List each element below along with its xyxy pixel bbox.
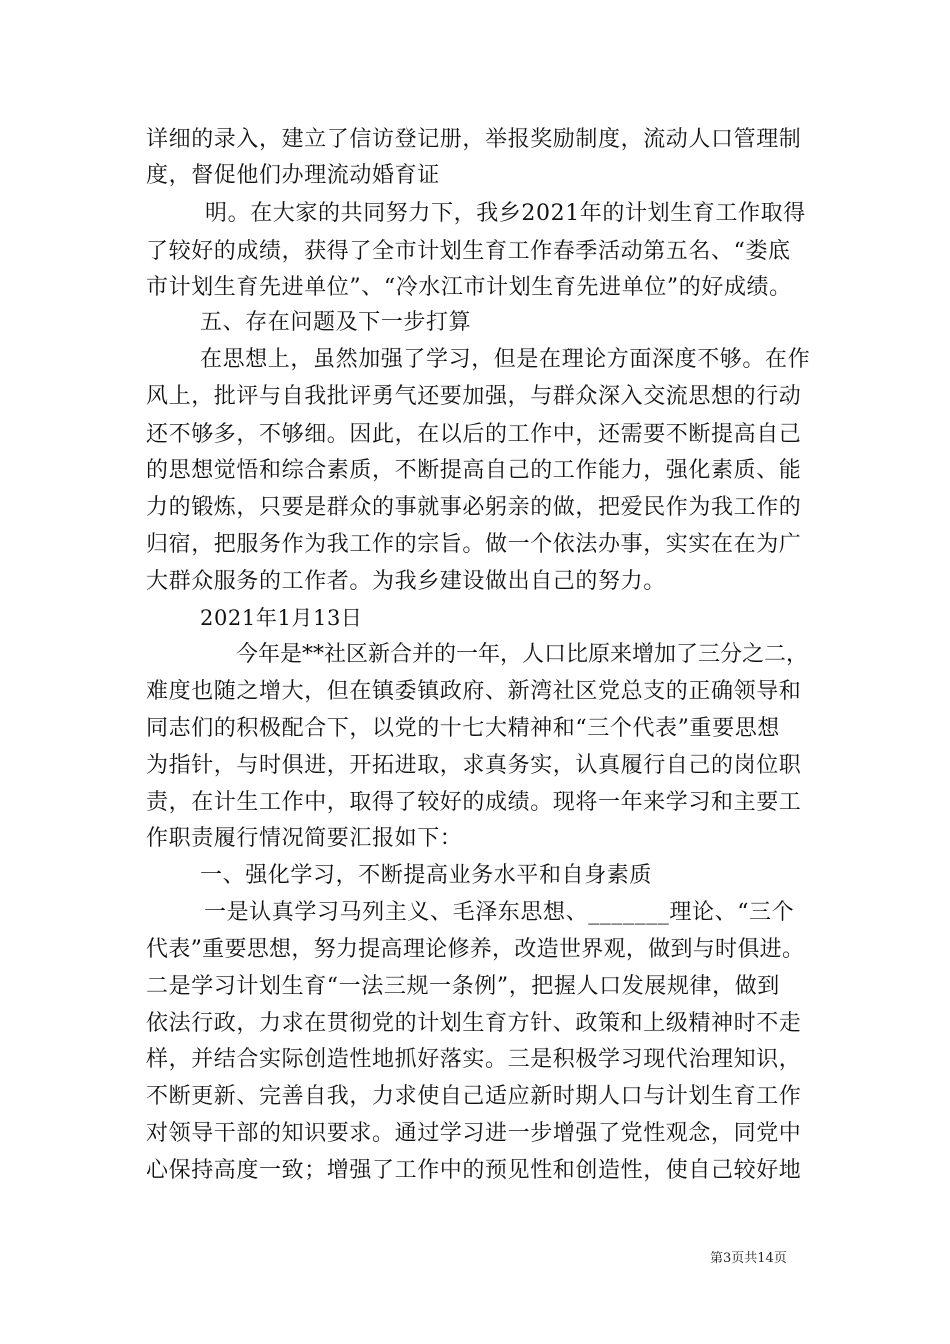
text-line: 为指针，与时俱进，开拓进取，求真务实，认真履行自己的岗位职 <box>146 753 802 778</box>
text-line: 同志们的积极配合下，以党的十七大精神和“三个代表”重要思想 <box>146 716 780 741</box>
text-line: 对领导干部的知识要求。通过学习进一步增强了党性观念，同党中 <box>146 1121 802 1146</box>
text-line: 作职责履行情况简要汇报如下： <box>146 826 463 851</box>
section-heading: 一、强化学习，不断提高业务水平和自身素质 <box>200 863 653 888</box>
text-line: 风上，批评与自我批评勇气还要加强，与群众深入交流思想的行动 <box>146 384 802 409</box>
text-line: 责，在计生工作中，取得了较好的成绩。现将一年来学习和主要工 <box>146 790 802 815</box>
text-line: 二是学习计划生育“一法三规一条例”，把握人口发展规律，做到 <box>146 974 780 999</box>
text-line: 了较好的成绩，获得了全市计划生育工作春季活动第五名、“娄底 <box>146 239 791 264</box>
text-line: 不断更新、完善自我，力求使自己适应新时期人口与计划生育工作 <box>146 1084 802 1109</box>
text-line: 依法行政，力求在贯彻党的计划生育方针、政策和上级精神时不走 <box>146 1011 802 1036</box>
text-line: 一是认真学习马列主义、毛泽东思想、_______理论、“三个 <box>204 900 795 925</box>
text-line: 市计划生育先进单位”、“冷水江市计划生育先进单位”的好成绩。 <box>146 275 792 300</box>
page-number: 第3页共14页 <box>710 1251 787 1266</box>
text-line: 力的锻炼，只要是群众的事就事必躬亲的做，把爱民作为我工作的 <box>146 495 802 520</box>
text-line: 详细的录入，建立了信访登记册，举报奖励制度，流动人口管理制 <box>146 127 802 152</box>
text-line: 归宿，把服务作为我工作的宗旨。做一个依法办事，实实在在为广 <box>146 532 802 557</box>
text-line: 心保持高度一致；增强了工作中的预见性和创造性，使自己较好地 <box>146 1158 802 1183</box>
text-line: 大群众服务的工作者。为我乡建设做出自己的努力。 <box>146 569 666 594</box>
section-heading: 五、存在问题及下一步打算 <box>200 310 472 335</box>
text-line: 难度也随之增大，但在镇委镇政府、新湾社区党总支的正确领导和 <box>146 679 802 704</box>
text-line: 度，督促他们办理流动婚育证 <box>146 163 440 188</box>
text-line: 在思想上，虽然加强了学习，但是在理论方面深度不够。在作 <box>200 347 811 372</box>
text-line: 样，并结合实际创造性地抓好落实。三是积极学习现代治理知识， <box>146 1047 802 1072</box>
text-line: 还不够多，不够细。因此，在以后的工作中，还需要不断提高自己 <box>146 422 802 447</box>
text-line: 的思想觉悟和综合素质，不断提高自己的工作能力，强化素质、能 <box>146 458 802 483</box>
text-line: 今年是**社区新合并的一年，人口比原来增加了三分之二， <box>236 642 809 667</box>
text-line: 明。在大家的共同努力下，我乡2021年的计划生育工作取得 <box>205 201 806 226</box>
text-line: 代表”重要思想，努力提高理论修养，改造世界观，做到与时俱进。 <box>146 937 805 962</box>
date-line: 2021年1月13日 <box>200 606 363 630</box>
